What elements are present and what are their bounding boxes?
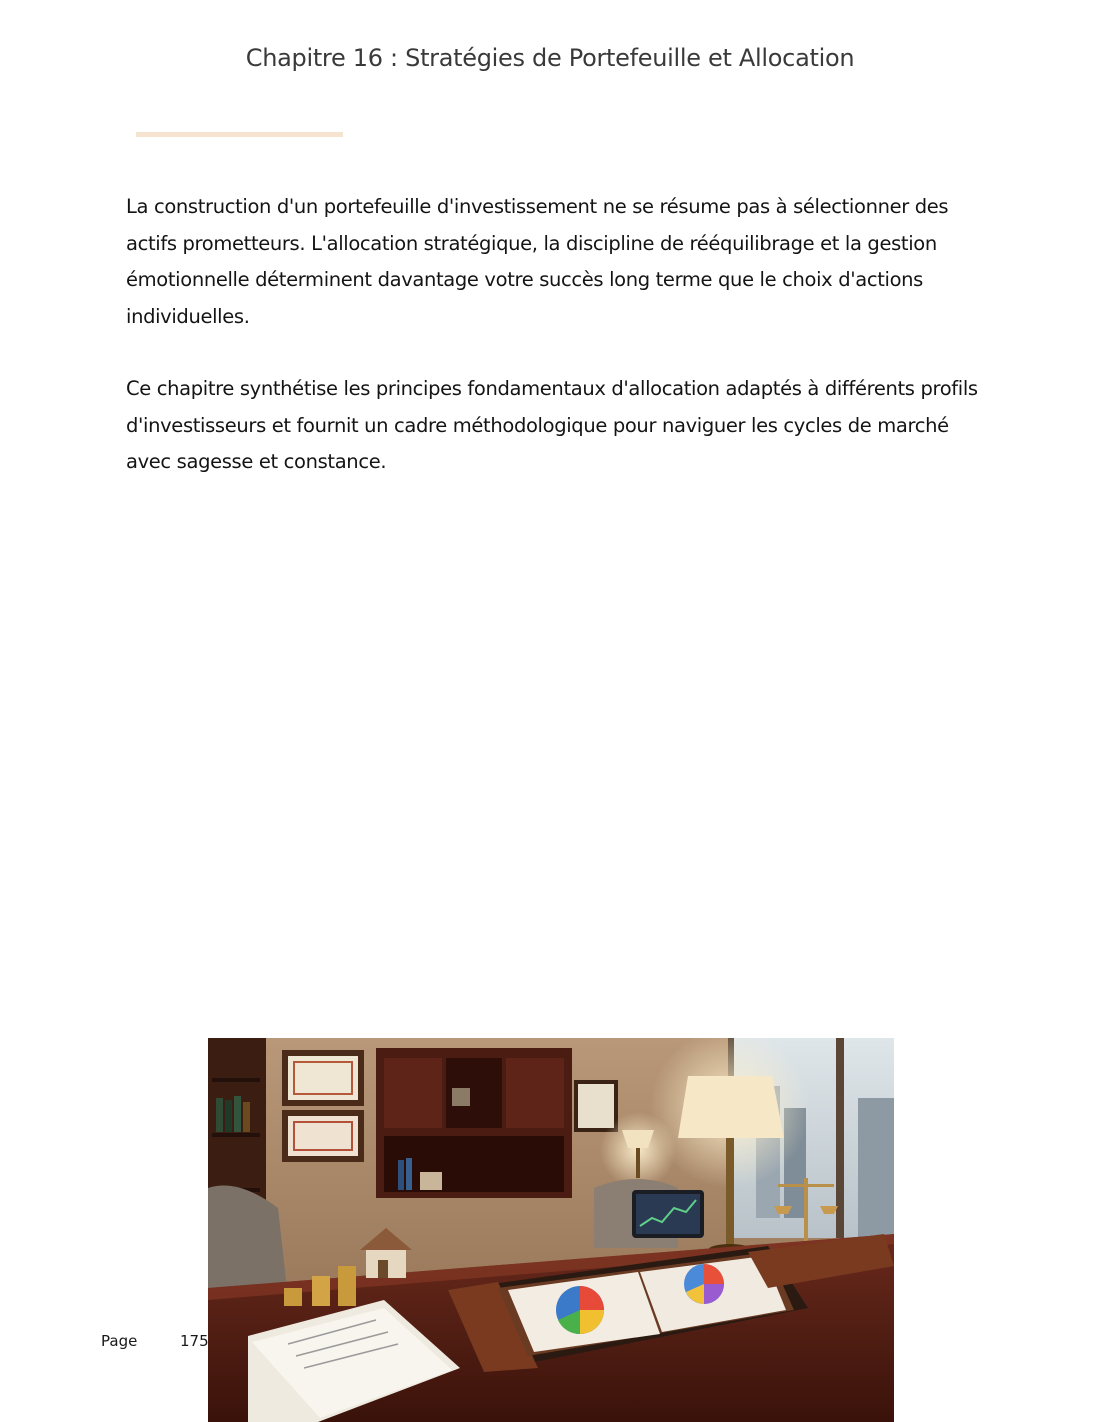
page-title: Chapitre 16 : Stratégies de Portefeuille et Allocation [245, 44, 855, 72]
office-desk-illustration-drawing [208, 1038, 894, 1422]
footer-page-label: Page [101, 1332, 138, 1350]
footer-page-number: 175 [180, 1332, 209, 1350]
title-underline-divider [136, 132, 343, 137]
intro-paragraph: La construction d'un portefeuille d'investissement ne se résume pas à sélectionner des actifs prometteurs. L'allocation stratégique, la discipline de rééquilibrage et la gestion émotionnelle déterminent davantage votre succès long terme que le choix d'actions individuelles. [126, 195, 949, 328]
chapter-summary-paragraph: Ce chapitre synthétise les principes fondamentaux d'allocation adaptés à différents profils d'investisseurs et fournit un cadre méthodologique pour naviguer les cycles de marché avec sagesse et constance. [126, 377, 978, 473]
office-desk-illustration [208, 1038, 894, 1422]
